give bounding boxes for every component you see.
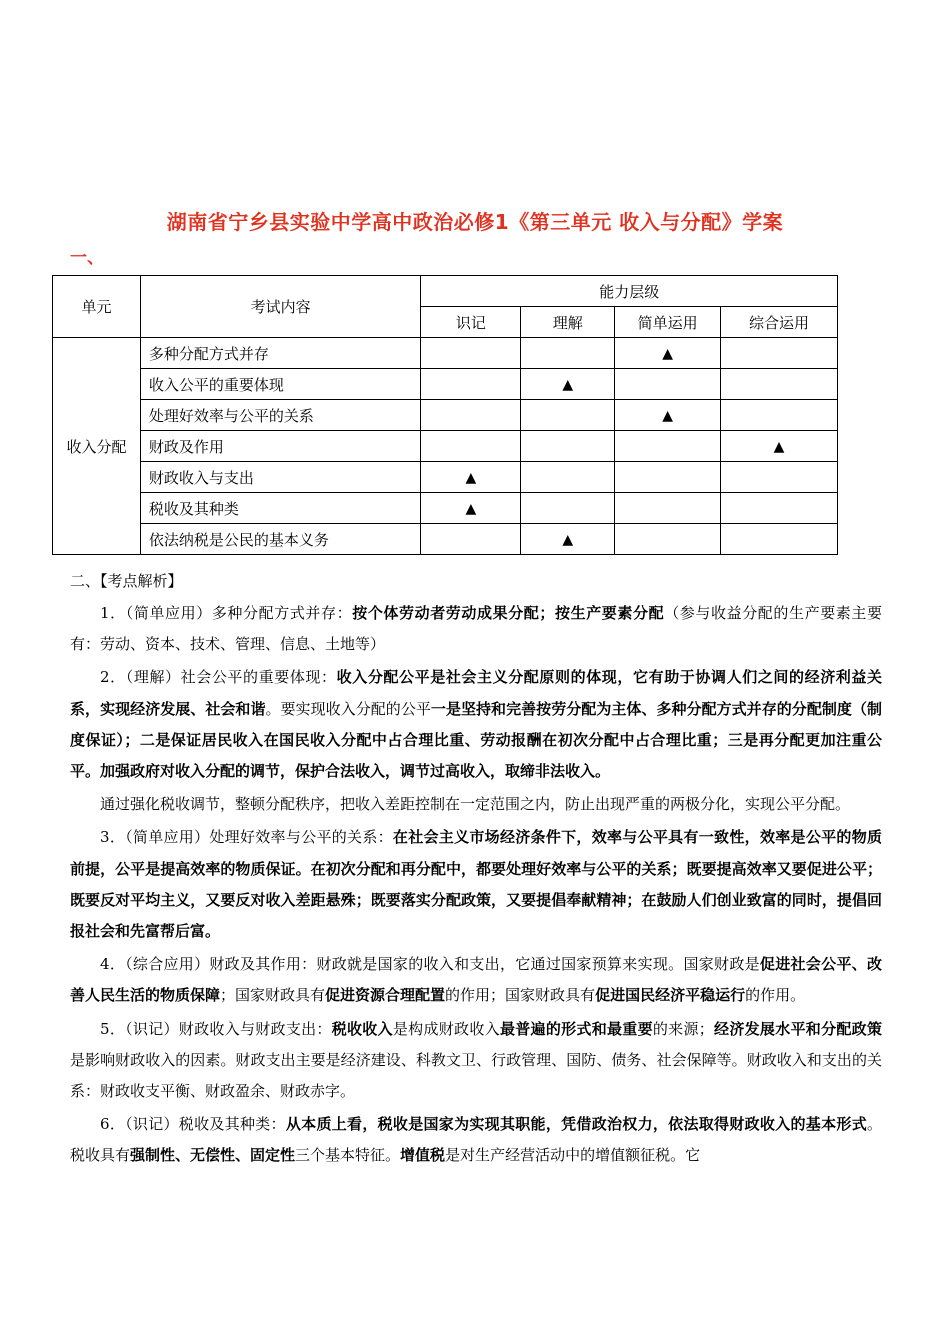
key-point-text: 最普遍的形式和最重要: [499, 1019, 653, 1038]
level-cell: [615, 400, 721, 431]
level-cell: [721, 400, 838, 431]
paragraph-text: 5．（识记）财政收入与财政支出：: [100, 1019, 332, 1038]
level-cell: [421, 493, 521, 524]
triangle-mark-icon: ▲: [562, 377, 574, 393]
content-cell: 财政及作用: [140, 431, 421, 462]
key-point-text: 一是坚持和完善按劳分配为主体、多种分配方式并存的分配制度（制度保证）；二是保证居民收入在国民收入分配中占合理比重、劳动报酬在初次分配中占合理比重；三是再分配更加注重公平。加强政府对收入分配的调节，保护合法收入，调节过高收入，取缔非法收入。: [70, 699, 882, 781]
analysis-paragraph: [70, 1014, 882, 1108]
paragraph-text: 三个基本特征。: [295, 1146, 401, 1165]
level-cell: [615, 462, 721, 493]
level-cell: [721, 338, 838, 369]
triangle-mark-icon: ▲: [562, 532, 574, 548]
paragraph-text: （参与收益分配的生产要素主要有：劳动、资本、技术、管理、信息、土地等）: [70, 604, 882, 654]
paragraph-text: 的作用；国家财政具有: [445, 986, 596, 1005]
header-content: 考试内容: [140, 276, 421, 338]
level-cell: [615, 338, 721, 369]
key-point-text: 强制性、无偿性、固定性: [130, 1146, 296, 1165]
key-point-text: 促进资源合理配置: [325, 986, 446, 1005]
level-cell: [521, 400, 615, 431]
section-two-heading: 二、【考点解析】: [70, 572, 183, 590]
paragraph-text: ；国家财政具有: [220, 986, 326, 1005]
exam-table: [52, 275, 838, 555]
content-cell: 多种分配方式并存: [140, 338, 421, 369]
level-cell: [615, 369, 721, 400]
paragraph-text: 是影响财政收入的因素。财政支出主要是经济建设、科教文卫、行政管理、国防、债务、社会保障等。财政收入和支出的关系：财政收支平衡、财政盈余、财政赤字。: [70, 1050, 882, 1101]
key-point-text: 增值税: [400, 1146, 446, 1165]
paragraph-text: 是对生产经营活动中的增值额征税。它: [445, 1146, 701, 1165]
table-row: [53, 431, 838, 462]
level-cell: [421, 369, 521, 400]
level-header: 综合运用: [721, 307, 838, 338]
paragraph-text: 4．（综合应用）财政及其作用：财政就是国家的收入和支出，它通过国家预算来实现。国家财政是: [100, 955, 760, 974]
triangle-mark-icon: ▲: [662, 408, 674, 424]
analysis-paragraph: [70, 598, 882, 660]
key-point-text: 从本质上看，税收是国家为实现其职能，凭借政治权力，依法取得财政收入的基本形式: [285, 1115, 867, 1134]
content-cell: 税收及其种类: [140, 493, 421, 524]
table-row: [53, 338, 838, 369]
level-cell: [521, 493, 615, 524]
paragraph-text: 2．（理解）社会公平的重要体现：: [100, 668, 337, 687]
analysis-paragraph: [70, 1109, 882, 1171]
header-level: 能力层级: [421, 276, 838, 307]
table-row: [53, 524, 838, 555]
level-header: 理解: [521, 307, 615, 338]
analysis-paragraph: [70, 662, 882, 787]
level-cell: [521, 431, 615, 462]
unit-cell: 收入分配: [53, 338, 141, 555]
level-cell: [421, 462, 521, 493]
analysis-paragraph: [70, 789, 882, 820]
level-cell: [615, 524, 721, 555]
paragraph-text: 1．（简单应用）多种分配方式并存：: [100, 604, 353, 622]
content-cell: 财政收入与支出: [140, 462, 421, 493]
analysis-paragraph: [70, 949, 882, 1011]
paragraph-text: 的来源；: [652, 1019, 714, 1038]
paragraph-text: 3．（简单应用）处理好效率与公平的关系：: [100, 828, 393, 847]
level-cell: [421, 338, 521, 369]
level-cell: [521, 462, 615, 493]
key-point-text: 税收收入: [331, 1019, 393, 1038]
level-cell: [421, 431, 521, 462]
triangle-mark-icon: ▲: [465, 470, 477, 486]
key-point-text: 在社会主义市场经济条件下，效率与公平具有一致性，效率是公平的物质前提，公平是提高效率的物质保证。在初次分配和再分配中，都要处理好效率与公平的关系；既要提高效率又要促进公平；既要反对平均主义，又要反对收入差距悬殊；既要落实分配政策，又要提倡奉献精神；在鼓励人们创业致富的同时，提倡回报社会和先富帮后富。: [70, 828, 882, 941]
paragraph-text: 是构成财政收入: [392, 1019, 500, 1038]
level-cell: [615, 493, 721, 524]
key-point-text: 促进社会公平、改善人民生活的物质保障: [70, 955, 882, 1005]
paragraph-text: 。要实现收入分配的公平: [265, 699, 431, 718]
paragraph-text: 的作用。: [745, 986, 806, 1005]
level-header: 识记: [421, 307, 521, 338]
paragraph-text: 通过强化税收调节，整顿分配秩序，把收入差距控制在一定范围之内，防止出现严重的两极分化，实现公平分配。: [100, 795, 851, 814]
table-row: [53, 462, 838, 493]
level-cell: [721, 524, 838, 555]
content-cell: 依法纳税是公民的基本义务: [140, 524, 421, 555]
level-cell: [421, 400, 521, 431]
level-cell: [721, 369, 838, 400]
content-cell: 收入公平的重要体现: [140, 369, 421, 400]
level-cell: [721, 431, 838, 462]
key-point-text: 按个体劳动者劳动成果分配；按生产要素分配: [352, 604, 665, 622]
content-cell: 处理好效率与公平的关系: [140, 400, 421, 431]
level-cell: [521, 338, 615, 369]
level-cell: [615, 431, 721, 462]
page-title: 湖南省宁乡县实验中学高中政治必修1《第三单元 收入与分配》学案: [166, 210, 784, 234]
paragraph-text: 。税收具有: [70, 1115, 882, 1165]
analysis-paragraph: [70, 822, 882, 947]
triangle-mark-icon: ▲: [773, 439, 785, 455]
key-point-text: 促进国民经济平稳运行: [595, 986, 746, 1005]
level-cell: [421, 524, 521, 555]
level-cell: [521, 369, 615, 400]
paragraph-text: 6．（识记）税收及其种类：: [100, 1115, 286, 1134]
triangle-mark-icon: ▲: [465, 501, 477, 517]
key-point-text: 经济发展水平和分配政策: [713, 1019, 882, 1038]
level-cell: [721, 493, 838, 524]
level-cell: [721, 462, 838, 493]
table-row: [53, 400, 838, 431]
level-header: 简单运用: [615, 307, 721, 338]
analysis-body: [70, 598, 882, 1174]
header-unit: 单元: [53, 276, 141, 338]
table-row: [53, 493, 838, 524]
key-point-text: 收入分配公平是社会主义分配原则的体现，它有助于协调人们之间的经济利益关系，实现经济发展、社会和谐: [70, 668, 882, 718]
triangle-mark-icon: ▲: [662, 346, 674, 362]
section-one-heading: 一、: [70, 248, 104, 268]
table-row: [53, 369, 838, 400]
level-cell: [521, 524, 615, 555]
